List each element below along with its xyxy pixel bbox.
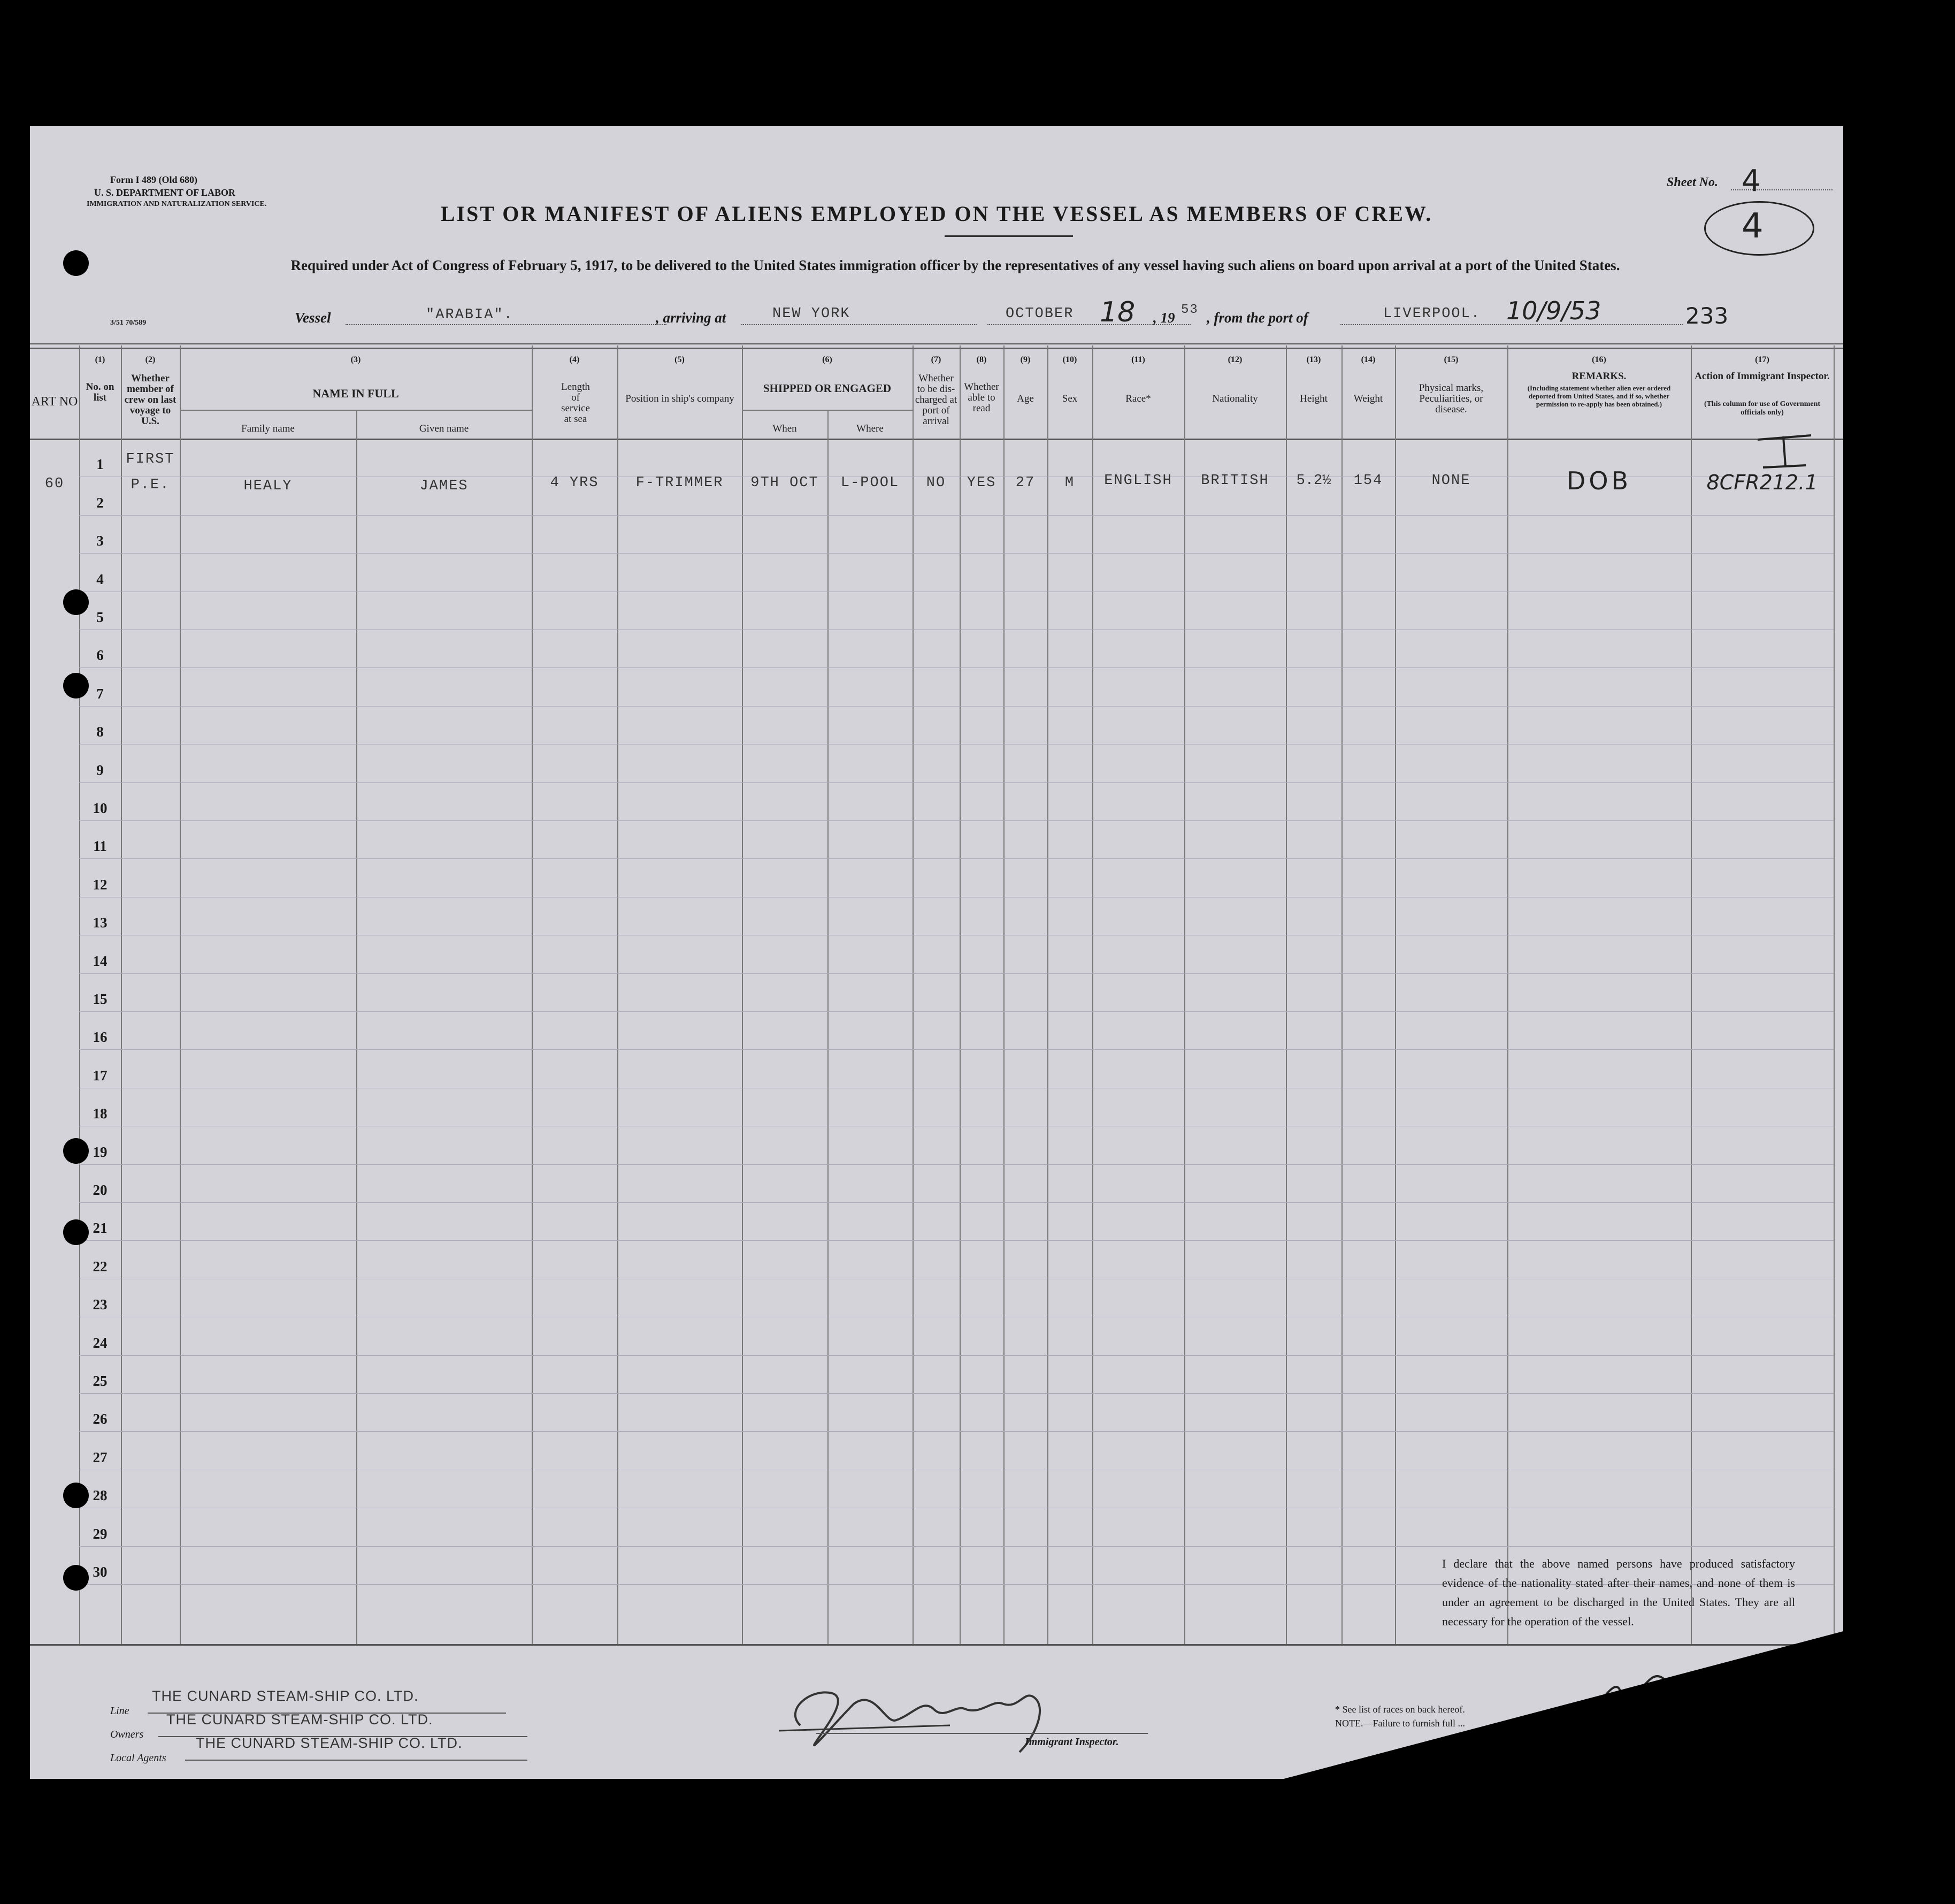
col2-header: Whether member of crew on last voyage to U.S. [124, 373, 177, 427]
row-number: 15 [93, 991, 108, 1007]
page-title: LIST OR MANIFEST OF ALIENS EMPLOYED ON THE VESSEL AS MEMBERS OF CREW. [440, 202, 1433, 226]
row-number: 6 [96, 647, 104, 664]
from-port-label: , from the port of [1207, 310, 1308, 326]
row-number: 22 [93, 1258, 108, 1275]
row-number: 14 [93, 953, 108, 969]
vessel-label: Vessel [295, 310, 331, 326]
department: U. S. DEPARTMENT OF LABOR [94, 187, 236, 198]
col1-number: (1) [95, 355, 105, 364]
col8-number: (8) [976, 355, 987, 364]
row-number: 4 [96, 571, 104, 587]
entry-age: 27 [1015, 475, 1036, 491]
owners-label: Owners [110, 1729, 144, 1740]
col7-number: (7) [931, 355, 941, 364]
entry-position: F-TRIMMER [635, 475, 724, 491]
year-suffix: 53 [1181, 303, 1199, 317]
col9-header: Age [1017, 393, 1034, 404]
row-number: 25 [93, 1373, 108, 1389]
row-number: 2 [96, 494, 104, 511]
row-number: 13 [93, 915, 108, 931]
failure-note: NOTE.—Failure to furnish full ... [1335, 1718, 1465, 1729]
col3-number: (3) [350, 355, 361, 364]
col10-number: (10) [1062, 355, 1077, 364]
col6-number: (6) [822, 355, 832, 364]
entry-given-name: JAMES [419, 478, 469, 494]
row-number: 27 [93, 1449, 108, 1465]
given-name-header: Given name [419, 423, 469, 434]
owners-value: THE CUNARD STEAM-SHIP CO. LTD. [166, 1711, 433, 1728]
col16-number: (16) [1592, 355, 1606, 364]
row-number: 20 [93, 1182, 108, 1198]
sheet-circled-number: 4 [1742, 206, 1764, 246]
row-number: 26 [93, 1411, 108, 1427]
col4-number: (4) [569, 355, 580, 364]
entry-art-no: 60 [44, 476, 65, 492]
col9-number: (9) [1020, 355, 1031, 364]
where-header: Where [856, 423, 884, 434]
row-number: 29 [93, 1525, 108, 1542]
row-number: 21 [93, 1220, 108, 1237]
row-number: 28 [93, 1487, 108, 1504]
col5-header: Position in ship's company [625, 393, 734, 404]
col8-header: Whether able to read [964, 381, 999, 414]
col12-number: (12) [1228, 355, 1243, 364]
row-number: 19 [93, 1143, 108, 1160]
col5-number: (5) [674, 355, 685, 364]
when-header: When [772, 423, 797, 434]
year-prefix: , 19 [1153, 310, 1175, 326]
row-number: 17 [93, 1067, 108, 1084]
col2-number: (2) [145, 355, 156, 364]
arriving-port: NEW YORK [772, 306, 850, 322]
service-name: IMMIGRATION AND NATURALIZATION SERVICE. [87, 200, 267, 208]
row-number: 30 [93, 1564, 108, 1580]
reference-number: 233 [1685, 303, 1729, 329]
col6-header: SHIPPED OR ENGAGED [763, 382, 892, 395]
col13-number: (13) [1306, 355, 1321, 364]
row-number: 24 [93, 1334, 108, 1351]
row-number: 3 [96, 533, 104, 549]
races-note: * See list of races on back hereof. [1335, 1704, 1465, 1715]
entry-remarks: DOB [1566, 466, 1632, 495]
row-number: 10 [93, 800, 108, 816]
arrival-day: 18 [1100, 296, 1136, 328]
entry-discharged: NO [926, 475, 946, 491]
sheet-number: 4 [1742, 164, 1761, 198]
art-no-header: ART NO [31, 395, 78, 409]
row-number: 9 [96, 762, 104, 778]
row-number: 8 [96, 724, 104, 740]
col7-header: Whether to be dis-charged at port of arrival [915, 373, 957, 427]
agents-label: Local Agents [110, 1752, 166, 1764]
entry-race: ENGLISH [1104, 473, 1172, 489]
col11-number: (11) [1131, 355, 1145, 364]
entry-sex: M [1064, 475, 1075, 491]
col4-header: Length of service at sea [561, 381, 590, 425]
col10-header: Sex [1062, 393, 1078, 404]
row-number: 18 [93, 1105, 108, 1122]
col15-header: Physical marks, Peculiarities, or disease. [1419, 382, 1484, 415]
agents-value: THE CUNARD STEAM-SHIP CO. LTD. [196, 1735, 463, 1751]
entry-physical: NONE [1431, 473, 1471, 489]
entry-last-voyage-2: P.E. [131, 477, 170, 493]
row-number: 1 [96, 456, 104, 473]
inspector-label: Immigrant Inspector. [1025, 1736, 1119, 1748]
col14-number: (14) [1361, 355, 1376, 364]
sheet-label: Sheet No. [1667, 175, 1718, 189]
line-value: THE CUNARD STEAM-SHIP CO. LTD. [152, 1688, 419, 1704]
row-number: 7 [96, 685, 104, 702]
entry-last-voyage-1: FIRST [126, 451, 175, 467]
form-number: Form I 489 (Old 680) [110, 174, 197, 185]
entry-weight: 154 [1353, 473, 1383, 489]
col16-header: REMARKS. [1571, 371, 1627, 382]
entry-nationality: BRITISH [1201, 473, 1269, 489]
col11-header: Race* [1125, 393, 1151, 404]
col15-number: (15) [1444, 355, 1459, 364]
entry-height: 5.2½ [1296, 473, 1331, 489]
arrival-month: OCTOBER [1006, 306, 1074, 322]
entry-where: L-POOL [840, 475, 900, 491]
entry-read: YES [967, 475, 996, 491]
print-code: 3/51 70/589 [110, 319, 147, 327]
entry-service: 4 YRS [550, 475, 599, 491]
vessel-name: "ARABIA". [426, 307, 513, 323]
row-number: 5 [96, 609, 104, 625]
row-number: 12 [93, 876, 108, 893]
family-name-header: Family name [241, 423, 295, 434]
col17-note: (This column for use of Government officials only) [1704, 400, 1821, 417]
row-number: 16 [93, 1029, 108, 1046]
row-number: 23 [93, 1296, 108, 1313]
col13-header: Height [1300, 393, 1328, 404]
entry-when: 9TH OCT [750, 475, 819, 491]
arriving-label: , arriving at [656, 310, 726, 326]
col1-header: No. on list [86, 381, 114, 403]
col16-note: (Including statement whether alien ever ordered deported from United States, and if so, whether permission to re-apply has been obtained.) [1527, 384, 1671, 408]
subtitle: Required under Act of Congress of February 5, 1917, to be delivered to the United States immigration officer by the representatives of any vessel having such aliens on board upon arrival at a port of the United States. [290, 257, 1620, 273]
departure-date: 10/9/53 [1506, 296, 1601, 325]
declaration-text: I declare that the above named persons have produced satisfactory evidence of the nationality stated after their names, and none of them is under an agreement to be discharged in the United States. They are all necessary for the operation of the vessel. [1442, 1557, 1795, 1628]
line-label: Line [110, 1705, 129, 1717]
col3-header: NAME IN FULL [312, 387, 399, 400]
col17-number: (17) [1755, 355, 1769, 364]
col12-header: Nationality [1212, 393, 1258, 404]
entry-inspector-action: 8CFR212.1 [1706, 471, 1818, 494]
col17-header: Action of Immigrant Inspector. [1695, 371, 1830, 382]
entry-family-name: HEALY [243, 478, 293, 494]
departure-port: LIVERPOOL. [1383, 306, 1481, 322]
col14-header: Weight [1353, 393, 1383, 404]
row-number: 11 [93, 838, 107, 855]
